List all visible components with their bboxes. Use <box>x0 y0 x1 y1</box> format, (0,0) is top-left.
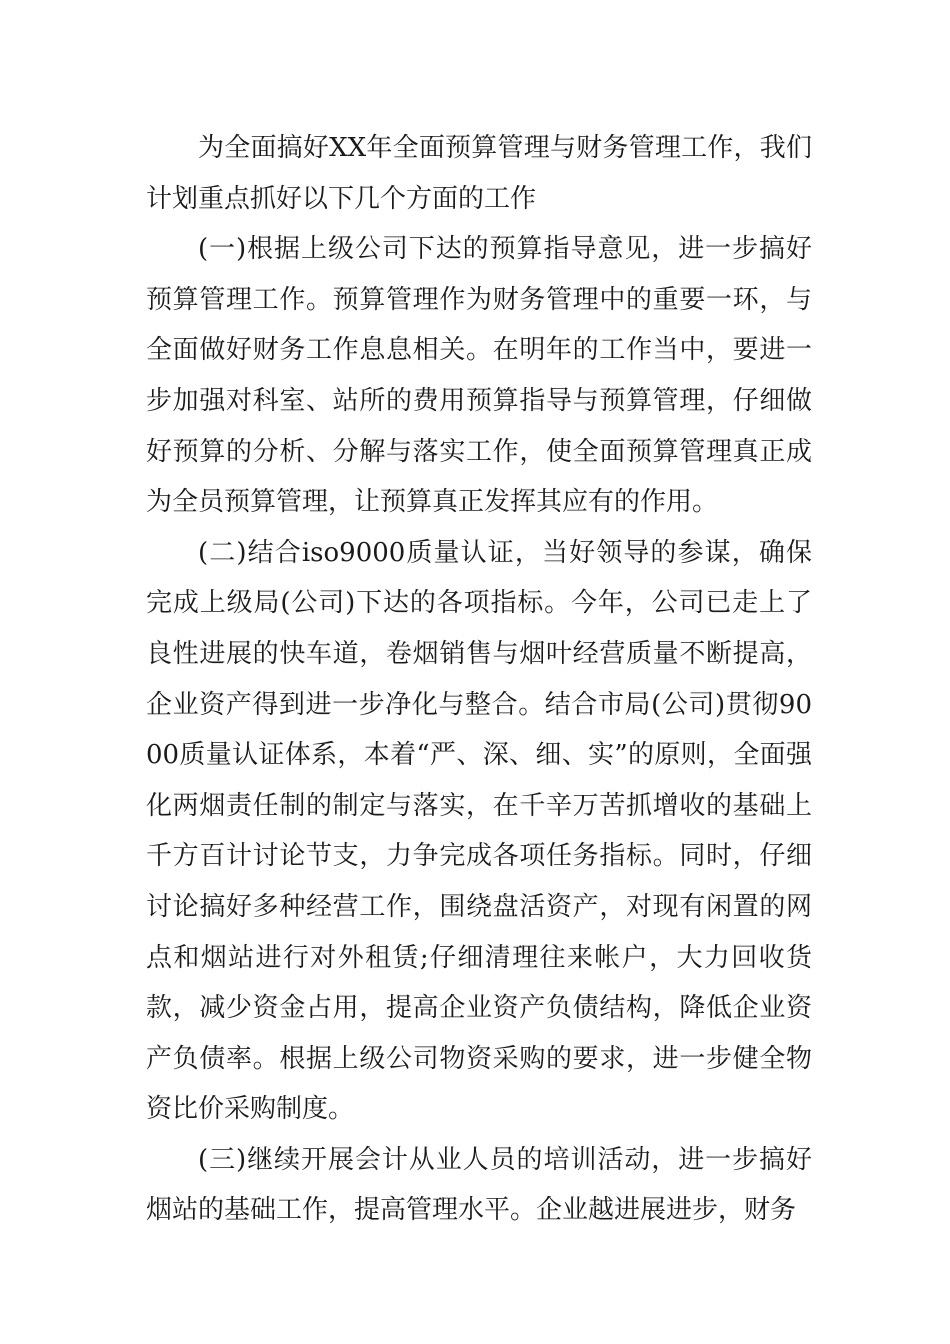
paragraph-section-1: (一)根据上级公司下达的预算指导意见，进一步搞好预算管理工作。预算管理作为财务管理中的重要一环，与全面做好财务工作息息相关。在明年的工作当中，要进一步加强对科室、站所的费用预算指导与预算管理，仔细做好预算的分析、分解与落实工作，使全面预算管理真正成为全员预算管理，让预算真正发挥其应有的作用。 <box>146 234 812 518</box>
paragraph-section-2: (二)结合iso9000质量认证，当好领导的参谋，确保完成上级局(公司)下达的各项指标。今年，公司已走上了良性进展的快车道，卷烟销售与烟叶经营质量不断提高，企业资产得到进一步净化与整合。结合市局(公司)贯彻9000质量认证体系，本着“严、深、细、实”的原则，全面强化两烟责任制的制定与落实，在千辛万苦抓增收的基础上千方百计讨论节支，力争完成各项任务指标。同时，仔细讨论搞好多种经营工作，围绕盘活资产，对现有闲置的网点和烟站进行对外租赁;仔细清理往来帐户，大力回收货款，减少资金占用，提高企业资产负债结构，降低企业资产负债率。根据上级公司物资采购的要求，进一步健全物资比价采购制度。 <box>146 537 812 1125</box>
paragraph-section-3: (三)继续开展会计从业人员的培训活动，进一步搞好烟站的基础工作，提高管理水平。企业越进展进步，财务 <box>146 1144 812 1226</box>
paragraph-intro: 为全面搞好XX年全面预算管理与财务管理工作，我们计划重点抓好以下几个方面的工作 <box>146 133 812 214</box>
document-body <box>146 123 812 1236</box>
